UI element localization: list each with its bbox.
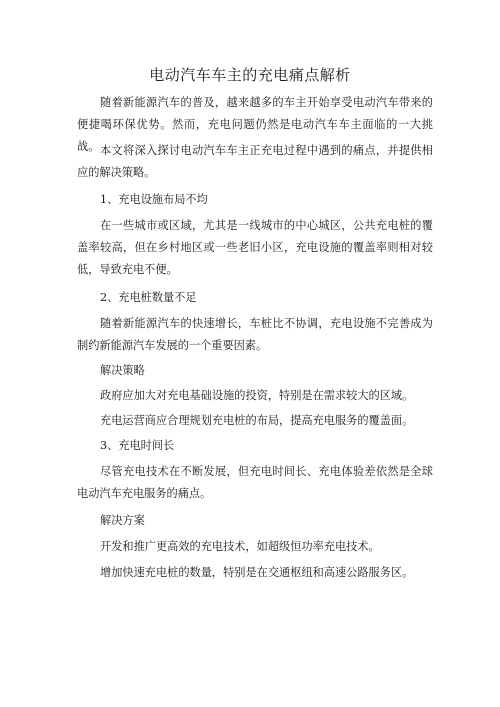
intro-paragraph: 随着新能源汽车的普及，越来越多的车主开始享受电动汽车带来的便捷喝环保优势。然而，充电问题仍然是电动汽车车主面临的一大挑战。 [77,96,433,153]
strategy-item-1: 政府应加大对充电基础设施的投资，特别是在需求较大的区域。 [100,389,414,402]
section-2-paragraph: 随着新能源汽车的快速增长，车桩比不协调，充电设施不完善成为制约新能源汽车发展的一个重要因素。 [77,317,433,352]
strategy-item-2: 充电运营商应合理规划充电桩的布局，提高充电服务的覆盖面。 [100,414,414,427]
strategy-heading: 解决策略 [100,364,145,377]
solution-item-1: 开发和推广更高效的充电技术，如超级恒功率充电技术。 [100,540,380,553]
document-title: 电动汽车车主的充电痛点解析 [149,66,351,84]
solution-item-2: 增加快速充电桩的数量，特别是在交通枢纽和高速公路服务区。 [100,566,414,579]
section-3-paragraph: 尽管充电技术在不断发展，但充电时间长、充电体验差依然是全球电动汽车充电服务的痛点。 [77,465,433,500]
section-1-paragraph: 在一些城市或区域，尤其是一线城市的中心城区，公共充电桩的覆盖率较高，但在乡村地区或一些老旧小区，充电设施的覆盖率则相对较低，导致充电不便。 [77,219,433,276]
section-heading-2: 2、充电桩数量不足 [100,291,197,304]
section-heading-1: 1、充电设施布局不均 [100,193,208,206]
section-heading-3: 3、充电时间长 [100,439,175,452]
purpose-paragraph: 本文将深入探讨电动汽车车主正充电过程中遇到的痛点，并提供相应的解决策略。 [77,144,433,179]
solution-heading: 解决方案 [100,514,145,527]
